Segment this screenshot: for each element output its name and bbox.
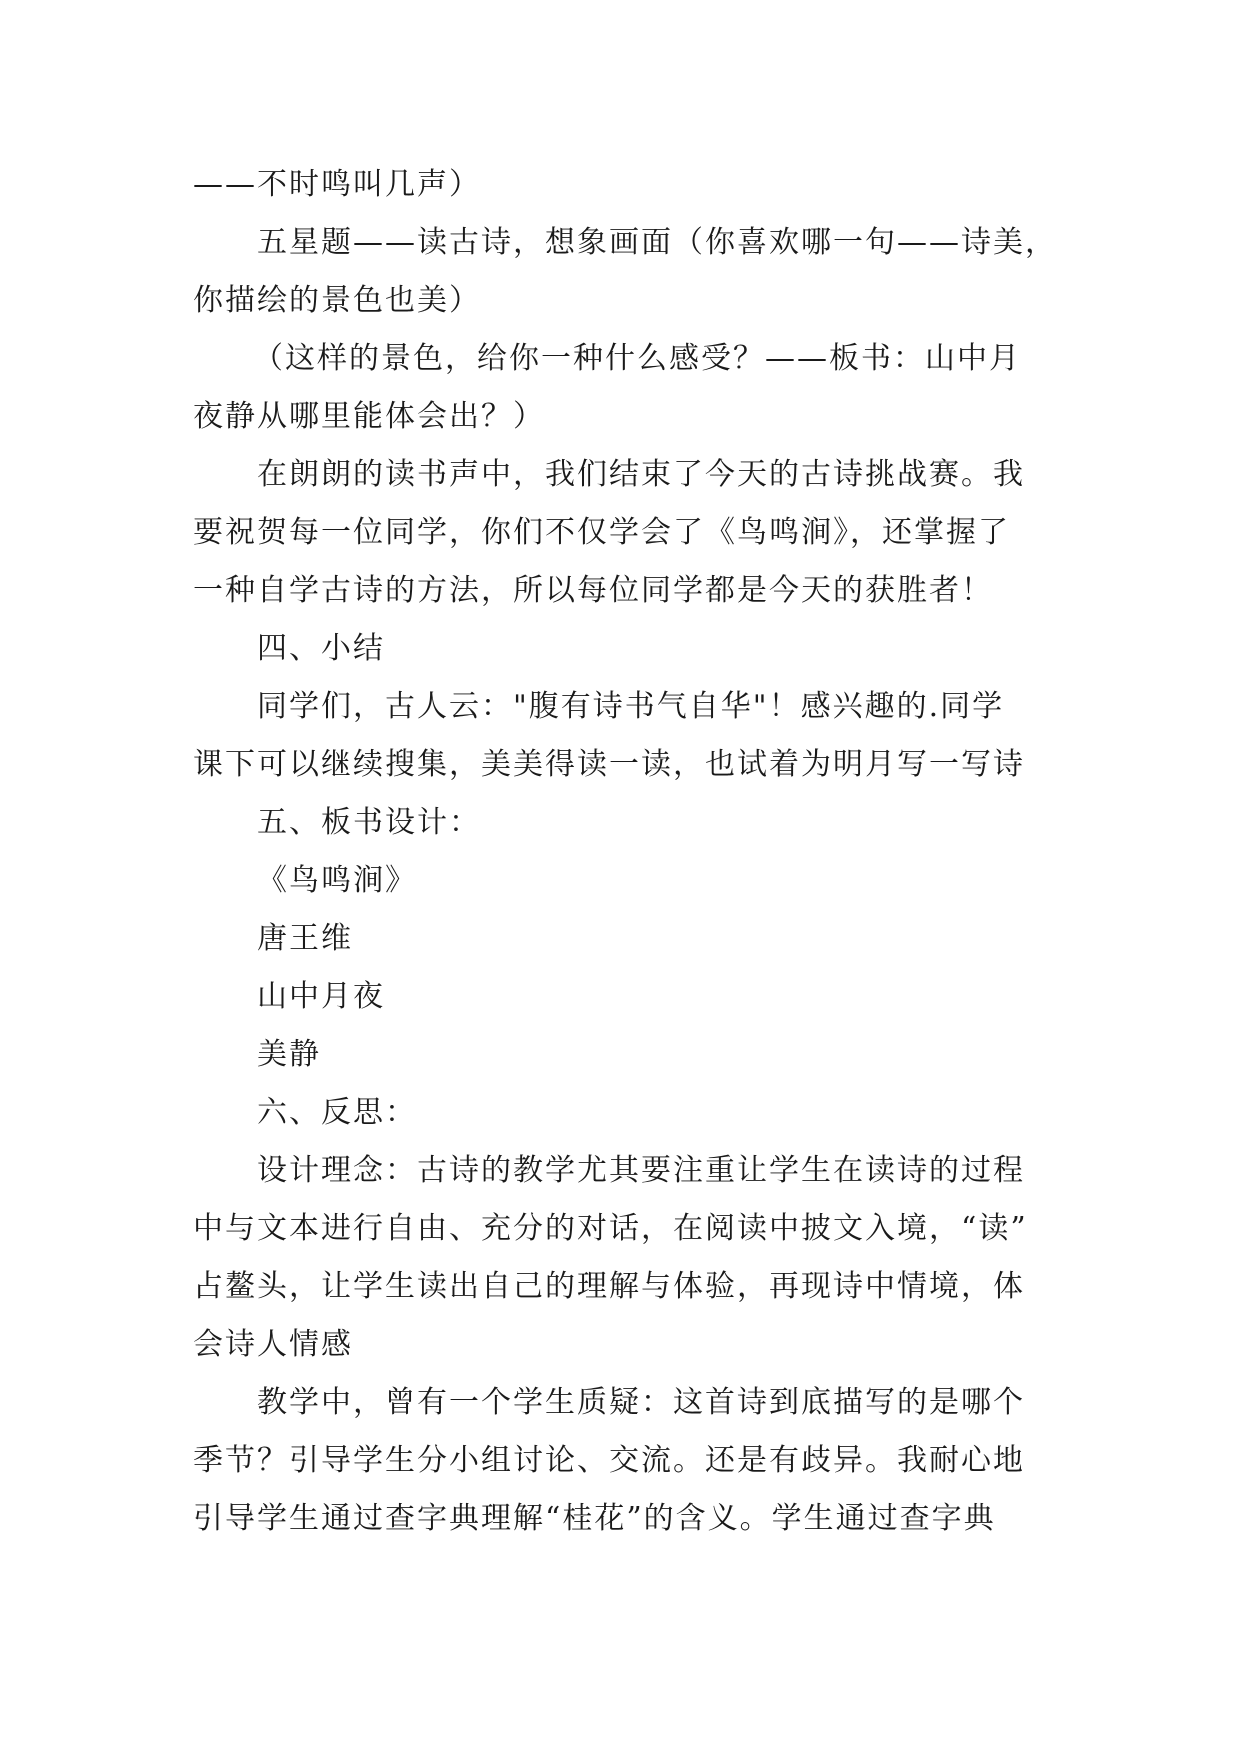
text-line: 会诗人情感: [193, 1327, 353, 1362]
text-line: 你描绘的景色也美）: [193, 283, 481, 318]
text-line: 中与文本进行自由、充分的对话，在阅读中披文入境，“读”: [193, 1211, 1028, 1246]
text-line: 一种自学古诗的方法，所以每位同学都是今天的获胜者！: [193, 573, 993, 608]
text-line: 要祝贺每一位同学，你们不仅学会了《鸟鸣涧》，还掌握了: [193, 515, 1010, 550]
document-body: [193, 156, 1093, 1548]
text-line: 占鳌头，让学生读出自己的理解与体验，再现诗中情境，体: [193, 1269, 1025, 1304]
text-line: 引导学生通过查字典理解“桂花”的含义。学生通过查字典: [193, 1501, 996, 1536]
paragraph-line: 在朗朗的读书声中，我们结束了今天的古诗挑战赛。我: [257, 457, 1025, 492]
board-author: 唐王维: [257, 921, 353, 956]
text-line: ——不时鸣叫几声）: [193, 167, 481, 202]
section-heading: 四、小结: [257, 631, 385, 666]
board-title: 《鸟鸣涧》: [257, 863, 417, 898]
section-heading: 六、反思：: [257, 1095, 417, 1130]
board-line: 美静: [257, 1037, 321, 1072]
board-line: 山中月夜: [257, 979, 385, 1014]
paragraph-line: 五星题——读古诗，想象画面（你喜欢哪一句——诗美，: [257, 225, 1057, 260]
paragraph-line: 同学们，古人云："腹有诗书气自华"！感兴趣的.同学: [257, 689, 1005, 724]
section-heading: 五、板书设计：: [257, 805, 481, 840]
paragraph-line: （这样的景色，给你一种什么感受？——板书：山中月: [253, 341, 1021, 376]
text-line: 夜静从哪里能体会出？）: [193, 399, 545, 434]
text-line: 季节？引导学生分小组讨论、交流。还是有歧异。我耐心地: [193, 1443, 1025, 1478]
text-line: 课下可以继续搜集，美美得读一读，也试着为明月写一写诗: [193, 747, 1025, 782]
paragraph-line: 设计理念：古诗的教学尤其要注重让学生在读诗的过程: [257, 1153, 1025, 1188]
paragraph-line: 教学中，曾有一个学生质疑：这首诗到底描写的是哪个: [257, 1385, 1025, 1420]
